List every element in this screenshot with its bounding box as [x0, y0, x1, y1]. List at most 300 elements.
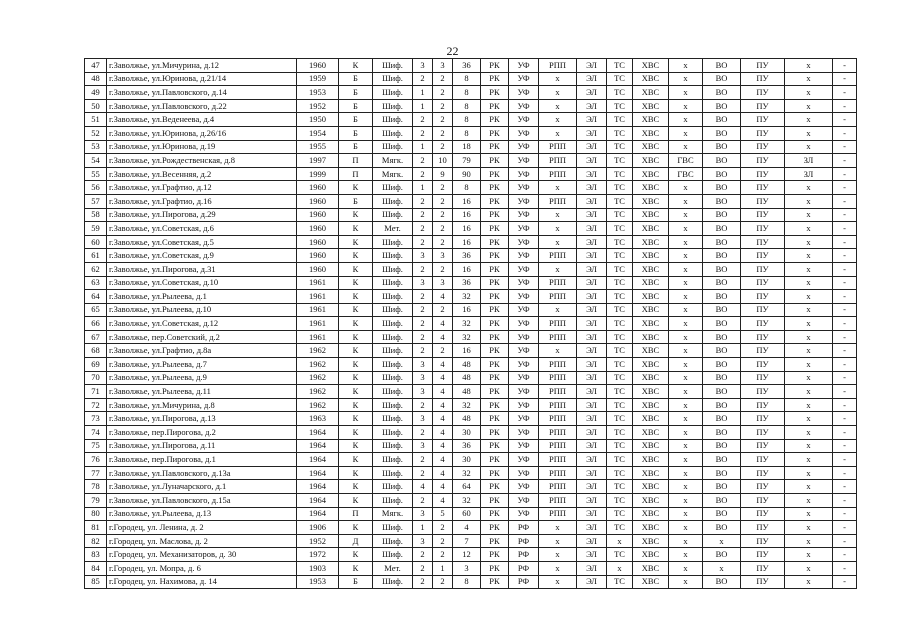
cell-col-electric: ЭЛ	[577, 86, 607, 100]
cell-roof-type: Шиф.	[373, 412, 413, 426]
table-body	[85, 59, 857, 589]
cell-col-hot-water: х	[669, 561, 703, 575]
cell-row-number: 85	[85, 575, 107, 589]
cell-col-heating: ТС	[607, 86, 633, 100]
cell-row-number: 71	[85, 385, 107, 399]
cell-apartments: 60	[453, 507, 481, 521]
cell-col-cold-water: ХВС	[633, 126, 669, 140]
cell-address: г.Заволжье, ул.Пирогова, д.11	[107, 439, 297, 453]
cell-entrances: 2	[413, 222, 433, 236]
cell-entrances: 2	[413, 126, 433, 140]
cell-col-hot-water: х	[669, 507, 703, 521]
cell-roof-type: Шиф.	[373, 439, 413, 453]
cell-roof-type: Шиф.	[373, 126, 413, 140]
cell-col-electric: ЭЛ	[577, 426, 607, 440]
cell-col-rk: РК	[481, 453, 509, 467]
cell-col-rpp: РПП	[539, 507, 577, 521]
cell-floors: 2	[433, 113, 453, 127]
table-row	[85, 371, 857, 385]
cell-col-rk: РК	[481, 113, 509, 127]
cell-col-sewage: ВО	[703, 208, 741, 222]
cell-col-heating: ТС	[607, 453, 633, 467]
cell-col-last: -	[833, 521, 857, 535]
cell-col-rpp: х	[539, 99, 577, 113]
cell-col-last: -	[833, 235, 857, 249]
cell-col-rpp: РПП	[539, 154, 577, 168]
cell-col-hot-water: х	[669, 548, 703, 562]
cell-col-heating: ТС	[607, 249, 633, 263]
cell-col-facade: УФ	[509, 466, 539, 480]
cell-floors: 2	[433, 534, 453, 548]
cell-col-heating: ТС	[607, 235, 633, 249]
cell-col-metering: ПУ	[741, 167, 785, 181]
cell-col-metering: ПУ	[741, 426, 785, 440]
cell-col-sewage: ВО	[703, 235, 741, 249]
cell-wall-material: К	[339, 330, 373, 344]
cell-col-hot-water: х	[669, 466, 703, 480]
cell-roof-type: Шиф.	[373, 276, 413, 290]
cell-col-facade: УФ	[509, 398, 539, 412]
cell-wall-material: П	[339, 167, 373, 181]
cell-address: г.Заволжье, ул.Рылеева, д.11	[107, 385, 297, 399]
cell-col-extra: х	[785, 439, 833, 453]
cell-col-sewage: ВО	[703, 494, 741, 508]
cell-col-facade: УФ	[509, 154, 539, 168]
cell-col-rpp: РПП	[539, 412, 577, 426]
cell-col-rk: РК	[481, 262, 509, 276]
cell-roof-type: Шиф.	[373, 235, 413, 249]
cell-address: г.Заволжье, ул.Советская, д.9	[107, 249, 297, 263]
cell-col-last: -	[833, 398, 857, 412]
cell-col-metering: ПУ	[741, 154, 785, 168]
cell-col-cold-water: ХВС	[633, 86, 669, 100]
cell-col-rpp: РПП	[539, 276, 577, 290]
cell-col-sewage: ВО	[703, 194, 741, 208]
cell-col-hot-water: х	[669, 303, 703, 317]
cell-col-sewage: ВО	[703, 453, 741, 467]
cell-col-cold-water: ХВС	[633, 167, 669, 181]
cell-col-cold-water: ХВС	[633, 439, 669, 453]
cell-entrances: 2	[413, 317, 433, 331]
table-row	[85, 167, 857, 181]
cell-year-built: 1960	[297, 249, 339, 263]
cell-address: г.Заволжье, ул.Рылеева, д.1	[107, 290, 297, 304]
cell-col-electric: ЭЛ	[577, 126, 607, 140]
cell-col-metering: ПУ	[741, 521, 785, 535]
cell-apartments: 48	[453, 371, 481, 385]
cell-roof-type: Шиф.	[373, 480, 413, 494]
cell-roof-type: Мягк.	[373, 507, 413, 521]
cell-col-last: -	[833, 181, 857, 195]
cell-col-extra: х	[785, 412, 833, 426]
cell-col-extra: х	[785, 276, 833, 290]
table-row	[85, 466, 857, 480]
cell-col-last: -	[833, 466, 857, 480]
table-row	[85, 548, 857, 562]
cell-col-hot-water: х	[669, 412, 703, 426]
cell-col-hot-water: х	[669, 208, 703, 222]
cell-col-hot-water: х	[669, 194, 703, 208]
cell-col-hot-water: х	[669, 140, 703, 154]
cell-wall-material: П	[339, 154, 373, 168]
cell-apartments: 30	[453, 453, 481, 467]
cell-year-built: 1961	[297, 290, 339, 304]
cell-col-extra: х	[785, 494, 833, 508]
cell-col-electric: ЭЛ	[577, 480, 607, 494]
cell-col-last: -	[833, 99, 857, 113]
cell-col-rk: РК	[481, 72, 509, 86]
cell-col-hot-water: х	[669, 126, 703, 140]
cell-roof-type: Шиф.	[373, 548, 413, 562]
cell-col-rk: РК	[481, 480, 509, 494]
cell-apartments: 48	[453, 385, 481, 399]
cell-address: г.Заволжье, пер.Пирогова, д.1	[107, 453, 297, 467]
cell-col-facade: УФ	[509, 222, 539, 236]
cell-address: г.Заволжье, ул.Советская, д.12	[107, 317, 297, 331]
cell-roof-type: Шиф.	[373, 303, 413, 317]
cell-floors: 4	[433, 466, 453, 480]
cell-apartments: 8	[453, 72, 481, 86]
cell-floors: 4	[433, 358, 453, 372]
cell-col-last: -	[833, 317, 857, 331]
cell-year-built: 1960	[297, 194, 339, 208]
cell-roof-type: Шиф.	[373, 575, 413, 589]
cell-row-number: 75	[85, 439, 107, 453]
cell-entrances: 2	[413, 262, 433, 276]
cell-wall-material: К	[339, 561, 373, 575]
cell-entrances: 3	[413, 276, 433, 290]
cell-col-rpp: х	[539, 262, 577, 276]
cell-col-cold-water: ХВС	[633, 303, 669, 317]
cell-col-electric: ЭЛ	[577, 181, 607, 195]
table-row	[85, 303, 857, 317]
table-row	[85, 140, 857, 154]
cell-col-facade: УФ	[509, 249, 539, 263]
table-row	[85, 561, 857, 575]
cell-col-extra: х	[785, 59, 833, 73]
cell-col-last: -	[833, 344, 857, 358]
cell-wall-material: К	[339, 290, 373, 304]
cell-col-electric: ЭЛ	[577, 59, 607, 73]
cell-col-rk: РК	[481, 426, 509, 440]
cell-apartments: 16	[453, 303, 481, 317]
cell-col-metering: ПУ	[741, 561, 785, 575]
cell-col-sewage: ВО	[703, 317, 741, 331]
cell-wall-material: К	[339, 262, 373, 276]
cell-col-sewage: ВО	[703, 575, 741, 589]
cell-row-number: 76	[85, 453, 107, 467]
cell-col-sewage: ВО	[703, 371, 741, 385]
cell-row-number: 58	[85, 208, 107, 222]
cell-col-sewage: ВО	[703, 262, 741, 276]
cell-row-number: 73	[85, 412, 107, 426]
cell-floors: 2	[433, 575, 453, 589]
cell-floors: 2	[433, 222, 453, 236]
cell-col-cold-water: ХВС	[633, 453, 669, 467]
cell-address: г.Заволжье, ул.Юринова, д.19	[107, 140, 297, 154]
cell-row-number: 53	[85, 140, 107, 154]
cell-col-rpp: х	[539, 181, 577, 195]
cell-col-extra: х	[785, 99, 833, 113]
cell-col-extra: х	[785, 480, 833, 494]
cell-col-extra: х	[785, 262, 833, 276]
cell-col-metering: ПУ	[741, 99, 785, 113]
cell-roof-type: Шиф.	[373, 358, 413, 372]
cell-col-rk: РК	[481, 561, 509, 575]
cell-col-electric: ЭЛ	[577, 194, 607, 208]
cell-row-number: 64	[85, 290, 107, 304]
cell-col-metering: ПУ	[741, 439, 785, 453]
cell-col-facade: РФ	[509, 575, 539, 589]
cell-col-electric: ЭЛ	[577, 534, 607, 548]
cell-col-extra: х	[785, 344, 833, 358]
cell-year-built: 1952	[297, 534, 339, 548]
cell-col-extra: х	[785, 521, 833, 535]
cell-col-extra: ЗЛ	[785, 167, 833, 181]
cell-col-heating: ТС	[607, 317, 633, 331]
cell-col-metering: ПУ	[741, 235, 785, 249]
cell-entrances: 4	[413, 480, 433, 494]
cell-apartments: 16	[453, 262, 481, 276]
cell-col-hot-water: х	[669, 262, 703, 276]
table-row	[85, 222, 857, 236]
cell-col-cold-water: ХВС	[633, 140, 669, 154]
cell-entrances: 2	[413, 548, 433, 562]
cell-col-last: -	[833, 412, 857, 426]
cell-col-hot-water: х	[669, 235, 703, 249]
cell-floors: 4	[433, 330, 453, 344]
cell-col-electric: ЭЛ	[577, 385, 607, 399]
cell-col-sewage: ВО	[703, 412, 741, 426]
cell-roof-type: Мет.	[373, 222, 413, 236]
cell-entrances: 1	[413, 99, 433, 113]
cell-col-sewage: ВО	[703, 126, 741, 140]
cell-row-number: 80	[85, 507, 107, 521]
cell-year-built: 1964	[297, 466, 339, 480]
cell-apartments: 48	[453, 412, 481, 426]
cell-col-last: -	[833, 358, 857, 372]
cell-col-hot-water: х	[669, 494, 703, 508]
cell-col-hot-water: х	[669, 344, 703, 358]
cell-apartments: 36	[453, 249, 481, 263]
cell-col-hot-water: х	[669, 249, 703, 263]
table-row	[85, 317, 857, 331]
cell-wall-material: К	[339, 412, 373, 426]
cell-col-rpp: х	[539, 548, 577, 562]
cell-col-rpp: РПП	[539, 290, 577, 304]
cell-col-electric: ЭЛ	[577, 494, 607, 508]
cell-wall-material: Б	[339, 113, 373, 127]
cell-address: г.Городец, ул. Нахимова, д. 14	[107, 575, 297, 589]
cell-col-last: -	[833, 86, 857, 100]
cell-col-cold-water: ХВС	[633, 534, 669, 548]
cell-col-electric: ЭЛ	[577, 262, 607, 276]
cell-col-sewage: ВО	[703, 181, 741, 195]
cell-col-heating: ТС	[607, 167, 633, 181]
cell-col-hot-water: х	[669, 99, 703, 113]
cell-apartments: 8	[453, 126, 481, 140]
cell-col-heating: ТС	[607, 126, 633, 140]
cell-floors: 4	[433, 385, 453, 399]
cell-col-metering: ПУ	[741, 330, 785, 344]
cell-col-electric: ЭЛ	[577, 330, 607, 344]
cell-roof-type: Шиф.	[373, 262, 413, 276]
cell-col-metering: ПУ	[741, 385, 785, 399]
cell-col-sewage: х	[703, 534, 741, 548]
cell-col-heating: ТС	[607, 330, 633, 344]
cell-col-facade: РФ	[509, 521, 539, 535]
cell-row-number: 78	[85, 480, 107, 494]
cell-floors: 4	[433, 371, 453, 385]
cell-year-built: 1962	[297, 398, 339, 412]
cell-year-built: 1962	[297, 344, 339, 358]
cell-entrances: 3	[413, 249, 433, 263]
cell-col-rpp: РПП	[539, 385, 577, 399]
cell-col-rk: РК	[481, 330, 509, 344]
table-row	[85, 181, 857, 195]
cell-col-electric: ЭЛ	[577, 344, 607, 358]
cell-col-extra: ЗЛ	[785, 154, 833, 168]
cell-wall-material: К	[339, 358, 373, 372]
cell-col-rpp: х	[539, 208, 577, 222]
cell-col-last: -	[833, 167, 857, 181]
cell-col-rk: РК	[481, 140, 509, 154]
cell-entrances: 3	[413, 412, 433, 426]
cell-col-facade: УФ	[509, 194, 539, 208]
cell-col-cold-water: ХВС	[633, 548, 669, 562]
cell-roof-type: Мягк.	[373, 167, 413, 181]
cell-col-sewage: ВО	[703, 303, 741, 317]
cell-entrances: 3	[413, 385, 433, 399]
cell-entrances: 2	[413, 453, 433, 467]
cell-col-electric: ЭЛ	[577, 208, 607, 222]
cell-col-rk: РК	[481, 222, 509, 236]
cell-row-number: 57	[85, 194, 107, 208]
cell-entrances: 2	[413, 72, 433, 86]
cell-apartments: 8	[453, 181, 481, 195]
table-row	[85, 235, 857, 249]
cell-wall-material: К	[339, 426, 373, 440]
cell-col-rk: РК	[481, 99, 509, 113]
cell-col-rk: РК	[481, 276, 509, 290]
cell-apartments: 12	[453, 548, 481, 562]
cell-col-last: -	[833, 480, 857, 494]
cell-col-rpp: х	[539, 222, 577, 236]
cell-year-built: 1960	[297, 208, 339, 222]
cell-col-facade: РФ	[509, 561, 539, 575]
cell-col-electric: ЭЛ	[577, 276, 607, 290]
table-row	[85, 72, 857, 86]
cell-col-metering: ПУ	[741, 344, 785, 358]
cell-floors: 9	[433, 167, 453, 181]
cell-col-sewage: ВО	[703, 480, 741, 494]
cell-apartments: 8	[453, 575, 481, 589]
cell-floors: 4	[433, 398, 453, 412]
cell-col-hot-water: х	[669, 398, 703, 412]
cell-col-extra: х	[785, 453, 833, 467]
cell-col-cold-water: ХВС	[633, 575, 669, 589]
cell-col-sewage: ВО	[703, 358, 741, 372]
cell-col-facade: УФ	[509, 385, 539, 399]
cell-roof-type: Шиф.	[373, 99, 413, 113]
cell-address: г.Заволжье, ул.Рылеева, д.7	[107, 358, 297, 372]
cell-col-facade: УФ	[509, 317, 539, 331]
cell-entrances: 2	[413, 194, 433, 208]
cell-col-heating: ТС	[607, 494, 633, 508]
cell-row-number: 67	[85, 330, 107, 344]
cell-col-heating: ТС	[607, 358, 633, 372]
cell-roof-type: Шиф.	[373, 466, 413, 480]
cell-col-heating: ТС	[607, 222, 633, 236]
cell-col-facade: УФ	[509, 235, 539, 249]
cell-address: г.Заволжье, ул.Павловского, д.22	[107, 99, 297, 113]
cell-col-sewage: ВО	[703, 276, 741, 290]
cell-col-metering: ПУ	[741, 249, 785, 263]
cell-col-last: -	[833, 330, 857, 344]
cell-year-built: 1960	[297, 262, 339, 276]
cell-roof-type: Шиф.	[373, 398, 413, 412]
cell-row-number: 74	[85, 426, 107, 440]
cell-col-metering: ПУ	[741, 290, 785, 304]
cell-col-facade: УФ	[509, 330, 539, 344]
cell-year-built: 1962	[297, 358, 339, 372]
table-row	[85, 113, 857, 127]
cell-col-last: -	[833, 208, 857, 222]
cell-floors: 2	[433, 344, 453, 358]
cell-row-number: 61	[85, 249, 107, 263]
cell-roof-type: Шиф.	[373, 317, 413, 331]
cell-year-built: 1964	[297, 494, 339, 508]
cell-row-number: 47	[85, 59, 107, 73]
cell-entrances: 2	[413, 466, 433, 480]
cell-wall-material: К	[339, 344, 373, 358]
cell-col-cold-water: ХВС	[633, 412, 669, 426]
cell-col-sewage: ВО	[703, 86, 741, 100]
cell-roof-type: Шиф.	[373, 344, 413, 358]
cell-col-electric: ЭЛ	[577, 439, 607, 453]
cell-col-extra: х	[785, 548, 833, 562]
cell-col-heating: ТС	[607, 521, 633, 535]
cell-col-metering: ПУ	[741, 59, 785, 73]
cell-address: г.Заволжье, ул.Пирогова, д.13	[107, 412, 297, 426]
cell-col-cold-water: ХВС	[633, 235, 669, 249]
cell-wall-material: Б	[339, 99, 373, 113]
cell-col-sewage: ВО	[703, 99, 741, 113]
cell-apartments: 48	[453, 358, 481, 372]
cell-col-hot-water: х	[669, 72, 703, 86]
cell-col-facade: УФ	[509, 453, 539, 467]
cell-col-electric: ЭЛ	[577, 561, 607, 575]
cell-apartments: 32	[453, 466, 481, 480]
cell-col-rpp: х	[539, 344, 577, 358]
cell-col-extra: х	[785, 72, 833, 86]
cell-floors: 4	[433, 453, 453, 467]
cell-col-last: -	[833, 561, 857, 575]
cell-year-built: 1961	[297, 276, 339, 290]
cell-col-cold-water: ХВС	[633, 72, 669, 86]
cell-col-cold-water: ХВС	[633, 426, 669, 440]
cell-col-rk: РК	[481, 521, 509, 535]
cell-year-built: 1954	[297, 126, 339, 140]
cell-col-metering: ПУ	[741, 86, 785, 100]
cell-col-rk: РК	[481, 317, 509, 331]
cell-wall-material: К	[339, 59, 373, 73]
cell-col-metering: ПУ	[741, 548, 785, 562]
cell-entrances: 3	[413, 507, 433, 521]
cell-col-extra: х	[785, 290, 833, 304]
cell-col-electric: ЭЛ	[577, 72, 607, 86]
cell-entrances: 2	[413, 290, 433, 304]
